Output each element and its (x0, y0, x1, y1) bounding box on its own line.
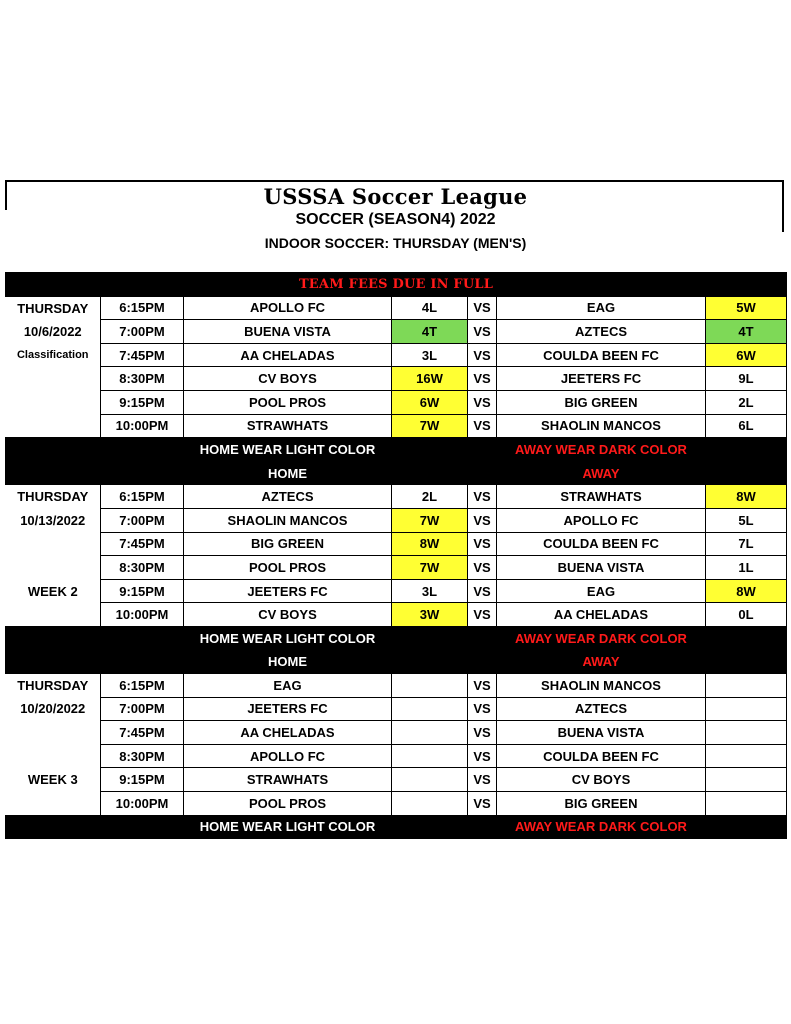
game-row (6, 768, 787, 792)
away-result: 9L (706, 367, 787, 391)
game-time: 8:30PM (101, 744, 184, 768)
game-time: 7:00PM (101, 697, 184, 721)
home-result (392, 792, 468, 816)
away-team: BIG GREEN (497, 390, 706, 414)
home-wear-note: HOME WEAR LIGHT COLOR (184, 815, 392, 839)
away-result: 1L (706, 556, 787, 580)
day-label: 10/20/2022 (6, 697, 101, 721)
away-result (706, 697, 787, 721)
game-row (6, 343, 787, 367)
team-fees-banner: TEAM FEES DUE IN FULL (6, 273, 787, 297)
home-label: HOME (184, 461, 392, 485)
away-result (706, 792, 787, 816)
home-team: SHAOLIN MANCOS (184, 508, 392, 532)
away-result (706, 768, 787, 792)
away-result: 4T (706, 320, 787, 344)
home-result: 7W (392, 556, 468, 580)
home-away-header-row (6, 650, 787, 674)
game-time: 7:45PM (101, 721, 184, 745)
home-team: AA CHELADAS (184, 721, 392, 745)
home-result: 3L (392, 579, 468, 603)
game-time: 6:15PM (101, 674, 184, 698)
away-team: BIG GREEN (497, 792, 706, 816)
game-time: 7:00PM (101, 508, 184, 532)
away-wear-note: AWAY WEAR DARK COLOR (497, 815, 706, 839)
home-team: POOL PROS (184, 556, 392, 580)
day-label: THURSDAY (6, 485, 101, 509)
away-result: 5L (706, 508, 787, 532)
day-label: WEEK 2 (6, 579, 101, 603)
home-result (392, 674, 468, 698)
vs-label: VS (468, 674, 497, 698)
division-subtitle: INDOOR SOCCER: THURSDAY (MEN'S) (264, 235, 527, 251)
game-row (6, 414, 787, 438)
day-label (6, 390, 101, 414)
home-wear-note: HOME WEAR LIGHT COLOR (184, 626, 392, 650)
vs-label: VS (468, 343, 497, 367)
away-result (706, 674, 787, 698)
game-time: 9:15PM (101, 768, 184, 792)
game-row (6, 508, 787, 532)
vs-label: VS (468, 721, 497, 745)
away-label: AWAY (497, 461, 706, 485)
home-result: 4T (392, 320, 468, 344)
home-team: JEETERS FC (184, 579, 392, 603)
vs-label: VS (468, 296, 497, 320)
schedule-table (5, 272, 787, 839)
vs-label: VS (468, 320, 497, 344)
home-result (392, 697, 468, 721)
home-result: 7W (392, 508, 468, 532)
game-time: 7:45PM (101, 343, 184, 367)
game-time: 6:15PM (101, 485, 184, 509)
home-team: CV BOYS (184, 367, 392, 391)
away-team: SHAOLIN MANCOS (497, 674, 706, 698)
game-row (6, 556, 787, 580)
vs-label: VS (468, 603, 497, 627)
away-result (706, 721, 787, 745)
game-row (6, 532, 787, 556)
game-row (6, 744, 787, 768)
game-time: 10:00PM (101, 603, 184, 627)
vs-label: VS (468, 697, 497, 721)
away-team: APOLLO FC (497, 508, 706, 532)
game-time: 10:00PM (101, 792, 184, 816)
away-team: BUENA VISTA (497, 721, 706, 745)
home-team: STRAWHATS (184, 414, 392, 438)
away-team: AZTECS (497, 320, 706, 344)
home-result: 2L (392, 485, 468, 509)
game-row (6, 367, 787, 391)
away-result: 5W (706, 296, 787, 320)
home-team: APOLLO FC (184, 296, 392, 320)
vs-label: VS (468, 485, 497, 509)
home-team: JEETERS FC (184, 697, 392, 721)
day-label (6, 367, 101, 391)
season-subtitle: SOCCER (SEASON4) 2022 (295, 211, 496, 228)
away-team: SHAOLIN MANCOS (497, 414, 706, 438)
away-team: AZTECS (497, 697, 706, 721)
day-label: WEEK 3 (6, 768, 101, 792)
away-result: 8W (706, 485, 787, 509)
home-team: BUENA VISTA (184, 320, 392, 344)
game-row (6, 721, 787, 745)
away-label: AWAY (497, 650, 706, 674)
day-label (6, 603, 101, 627)
game-row (6, 390, 787, 414)
vs-label: VS (468, 532, 497, 556)
home-result: 3L (392, 343, 468, 367)
day-label (6, 532, 101, 556)
day-label: Classification (6, 343, 101, 367)
header-frame-top (5, 180, 784, 182)
away-wear-note: AWAY WEAR DARK COLOR (497, 626, 706, 650)
home-team: AZTECS (184, 485, 392, 509)
home-team: POOL PROS (184, 792, 392, 816)
home-result: 16W (392, 367, 468, 391)
away-team: AA CHELADAS (497, 603, 706, 627)
home-result (392, 768, 468, 792)
away-result: 6L (706, 414, 787, 438)
game-time: 6:15PM (101, 296, 184, 320)
home-wear-note: HOME WEAR LIGHT COLOR (184, 438, 392, 462)
vs-label: VS (468, 390, 497, 414)
home-result: 8W (392, 532, 468, 556)
home-result: 4L (392, 296, 468, 320)
game-time: 8:30PM (101, 556, 184, 580)
vs-label: VS (468, 367, 497, 391)
day-label (6, 744, 101, 768)
away-wear-note: AWAY WEAR DARK COLOR (497, 438, 706, 462)
away-team: BUENA VISTA (497, 556, 706, 580)
day-label: THURSDAY (6, 296, 101, 320)
away-result (706, 744, 787, 768)
vs-label: VS (468, 414, 497, 438)
game-time: 9:15PM (101, 579, 184, 603)
game-row (6, 485, 787, 509)
wear-row (6, 438, 787, 462)
game-time: 10:00PM (101, 414, 184, 438)
game-time: 7:00PM (101, 320, 184, 344)
game-time: 9:15PM (101, 390, 184, 414)
fees-banner-row (6, 273, 787, 297)
home-result (392, 721, 468, 745)
home-result: 6W (392, 390, 468, 414)
league-title: USSSA Soccer League (263, 184, 528, 209)
vs-label: VS (468, 768, 497, 792)
day-label (6, 792, 101, 816)
home-team: STRAWHATS (184, 768, 392, 792)
home-team: POOL PROS (184, 390, 392, 414)
vs-label: VS (468, 508, 497, 532)
game-row (6, 603, 787, 627)
away-team: EAG (497, 579, 706, 603)
game-row (6, 697, 787, 721)
away-result: 6W (706, 343, 787, 367)
away-team: STRAWHATS (497, 485, 706, 509)
home-team: EAG (184, 674, 392, 698)
game-row (6, 792, 787, 816)
away-result: 7L (706, 532, 787, 556)
game-row (6, 296, 787, 320)
day-label (6, 721, 101, 745)
away-team: COULDA BEEN FC (497, 744, 706, 768)
wear-row (6, 815, 787, 839)
game-row (6, 320, 787, 344)
wear-row (6, 626, 787, 650)
home-team: CV BOYS (184, 603, 392, 627)
day-label: 10/13/2022 (6, 508, 101, 532)
away-team: EAG (497, 296, 706, 320)
home-result (392, 744, 468, 768)
game-row (6, 674, 787, 698)
vs-label: VS (468, 744, 497, 768)
away-team: JEETERS FC (497, 367, 706, 391)
game-time: 8:30PM (101, 367, 184, 391)
game-row (6, 579, 787, 603)
game-time: 7:45PM (101, 532, 184, 556)
day-label (6, 556, 101, 580)
away-team: COULDA BEEN FC (497, 532, 706, 556)
home-team: AA CHELADAS (184, 343, 392, 367)
day-label: 10/6/2022 (6, 320, 101, 344)
home-team: APOLLO FC (184, 744, 392, 768)
home-result: 7W (392, 414, 468, 438)
away-team: COULDA BEEN FC (497, 343, 706, 367)
day-label: THURSDAY (6, 674, 101, 698)
away-team: CV BOYS (497, 768, 706, 792)
home-away-header-row (6, 461, 787, 485)
vs-label: VS (468, 556, 497, 580)
away-result: 2L (706, 390, 787, 414)
vs-label: VS (468, 579, 497, 603)
home-team: BIG GREEN (184, 532, 392, 556)
away-result: 0L (706, 603, 787, 627)
home-result: 3W (392, 603, 468, 627)
day-label (6, 414, 101, 438)
home-label: HOME (184, 650, 392, 674)
vs-label: VS (468, 792, 497, 816)
away-result: 8W (706, 579, 787, 603)
